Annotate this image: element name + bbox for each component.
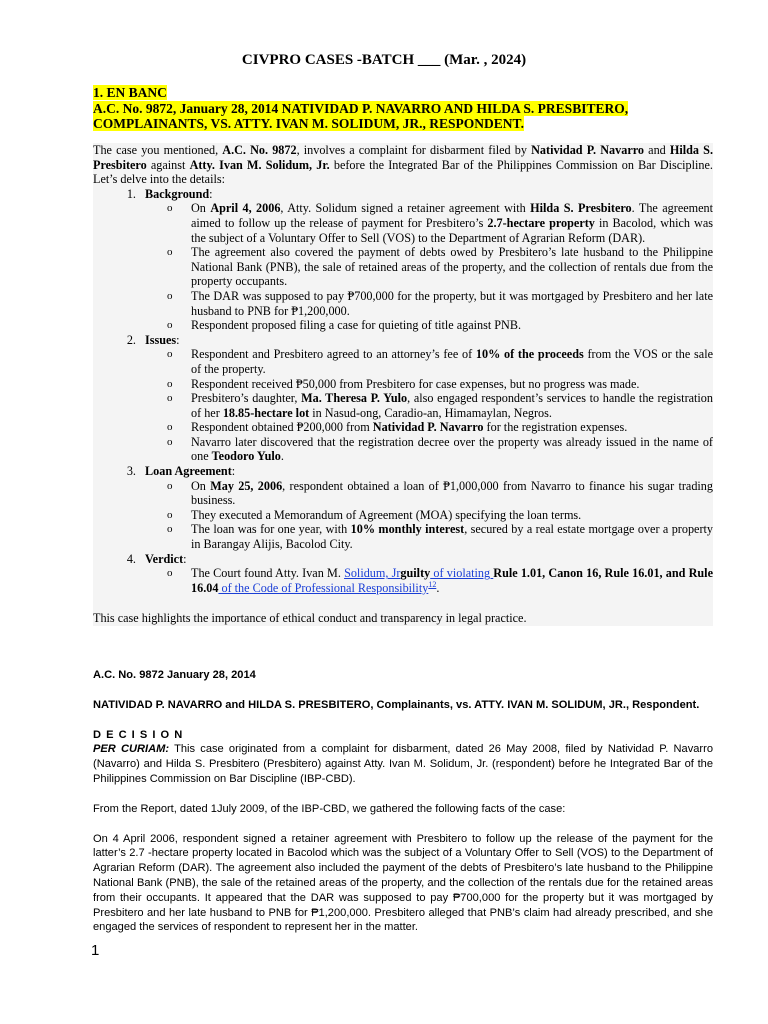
summary-closing: This case highlights the importance of ethical conduct and transparency in legal practice. [93, 611, 527, 626]
decision-parties: NATIVIDAD P. NAVARRO and HILDA S. PRESBITERO, Complainants, vs. ATTY. IVAN M. SOLIDUM, JR., Respondent. [93, 698, 700, 711]
list-item: o Respondent proposed filing a case for quieting of title against PNB. [191, 318, 713, 333]
page-number: 1 [91, 942, 100, 959]
list-item: o On April 4, 2006, Atty. Solidum signed a retainer agreement with Hilda S. Presbitero. The agreement aimed to follow up the release of payment for Presbitero’s 2.7-hectare property in Bacolod, which was the subject of a Voluntary Offer to Sell (VOS) to the Department of Agrarian Reform (DAR). [191, 201, 713, 245]
decision-case-number: A.C. No. 9872 January 28, 2014 [93, 669, 256, 681]
case-caption-line-1: A.C. No. 9872, January 28, 2014 NATIVIDAD P. NAVARRO AND HILDA S. PRESBITERO, [93, 100, 629, 116]
list-item: o Respondent received ₱50,000 from Presbitero for case expenses, but no progress was made. [191, 377, 713, 392]
section-issues: 2. Issues: o Respondent and Presbitero agreed to an attorney’s fee of 10% of the proceeds from the VOS or the sale of the property. o Respondent received ₱50,000 from Presbitero for case expenses, but no progress was made. o Presbitero’s daughter, Ma. Theresa P. Yulo, also engaged respondent’s services to handle the registration of her 18.85-hectare lot in Nasud-ong, Caradio-an, Himamaylan, Negros. o Respondent obtained ₱200,000 from Natividad P. Navarro for the registration expenses. o Navarro later discovered that the registration decree over the property was already issued in the name of one Teodoro Yulo. [139, 333, 713, 464]
decision-paragraph-3: On 4 April 2006, respondent signed a retainer agreement with Presbitero to follow up the release of the payment for the latter’s 2.7 -hectare property located in Bacolod which was the subject of a Voluntary Offer to Sell (VOS) to the Department of Agrarian Reform (DAR). The agreement also included the payment of the debts of Presbitero’s late husband to the Philippine National Bank (PNB), the sale of the retained areas of the property, and the collection of the rentals due for the retained areas from their occupants. It appeared that the DAR was supposed to pay ₱700,000 for the property but it was mortgaged by Presbitero and her late husband to PNB for ₱1,200,000. Presbitero alleged that PNB’s claim had already prescribed, and she engaged the services of respondent to represent her in the matter. [93, 832, 713, 934]
list-item: o The agreement also covered the payment of debts owed by Presbitero’s late husband to the Philippine National Bank (PNB), the sale of retained areas of the property, and the collection of rentals due from the property occupants. [191, 245, 713, 289]
en-banc-block [93, 85, 713, 132]
summary-outline [93, 187, 713, 596]
section-verdict: 4. Verdict: o The Court found Atty. Ivan M. Solidum, Jrguilty of violating Rule 1.01, Canon 16, Rule 16.01, and Rule 16.04 of the Code of Professional Responsibility$^{12}$. [139, 552, 713, 596]
decision-heading: D E C I S I O N [93, 728, 184, 741]
footnote-ref[interactable]: 12 [428, 579, 437, 589]
list-item: o On May 25, 2006, respondent obtained a loan of ₱1,000,000 from Navarro to finance his sugar trading business. [191, 479, 713, 508]
case-summary [93, 143, 713, 626]
case-caption-line-2: COMPLAINANTS, VS. ATTY. IVAN M. SOLIDUM, JR., RESPONDENT. [93, 116, 524, 131]
decision-text [93, 668, 713, 935]
decision-paragraph-2: From the Report, dated 1July 2009, of the IBP-CBD, we gathered the following facts of the case: [93, 802, 566, 815]
list-item: o The DAR was supposed to pay ₱700,000 for the property, but it was mortgaged by Presbitero and her late husband to PNB for ₱1,200,000. [191, 289, 713, 318]
list-item: o The loan was for one year, with 10% monthly interest, secured by a real estate mortgage over a property in Barangay Alijis, Bacolod City. [191, 522, 713, 551]
summary-intro: The case you mentioned, A.C. No. 9872, involves a complaint for disbarment filed by Natividad P. Navarro and Hilda S. Presbitero against Atty. Ivan M. Solidum, Jr. before the Integrated Bar of the Philippines Commission on Bar Discipline. Let’s delve into the details: [93, 143, 713, 187]
list-item: o Respondent obtained ₱200,000 from Natividad P. Navarro for the registration expenses. [191, 420, 713, 435]
list-item: o They executed a Memorandum of Agreement (MOA) specifying the loan terms. [191, 508, 713, 523]
en-banc-heading: 1. EN BANC [93, 85, 167, 100]
link-solidum[interactable]: Solidum, Jr [344, 566, 401, 581]
document-title: CIVPRO CASES -BATCH ___ (Mar. , 2024) [241, 52, 527, 68]
section-loan-agreement: 3. Loan Agreement: o On May 25, 2006, respondent obtained a loan of ₱1,000,000 from Navarro to finance his sugar trading business. o They executed a Memorandum of Agreement (MOA) specifying the loan terms. o The loan was for one year, with 10% monthly interest, secured by a real estate mortgage over a property in Barangay Alijis, Bacolod City. [139, 464, 713, 552]
link-of-violating[interactable]: of violating [430, 566, 494, 581]
decision-paragraph-1: PER CURIAM: This case originated from a complaint for disbarment, dated 26 May 2008, filed by Natividad P. Navarro (Navarro) and Hilda S. Presbitero (Presbitero) against Atty. Ivan M. Solidum, Jr. (respondent) before he Integrated Bar of the Philippines Commission on Bar Discipline (IBP-CBD). [93, 743, 713, 785]
list-item: o Navarro later discovered that the registration decree over the property was already issued in the name of one Teodoro Yulo. [191, 435, 713, 464]
list-item: o Presbitero’s daughter, Ma. Theresa P. Yulo, also engaged respondent’s services to handle the registration of her 18.85-hectare lot in Nasud-ong, Caradio-an, Himamaylan, Negros. [191, 391, 713, 420]
section-background: 1. Background: o On April 4, 2006, Atty. Solidum signed a retainer agreement with Hilda S. Presbitero. The agreement aimed to follow up the release of payment for Presbitero’s 2.7-hectare property in Bacolod, which was the subject of a Voluntary Offer to Sell (VOS) to the Department of Agrarian Reform (DAR). o The agreement also covered the payment of debts owed by Presbitero’s late husband to the Philippine National Bank (PNB), the sale of retained areas of the property, and the collection of rentals due from the property occupants. o The DAR was supposed to pay ₱700,000 for the property, but it was mortgaged by Presbitero and her late husband to PNB for ₱1,200,000. o Respondent proposed filing a case for quieting of title against PNB. [139, 187, 713, 333]
link-code-of-professional-responsibility[interactable]: of the Code of Professional Responsibility [218, 580, 429, 595]
list-item: o The Court found Atty. Ivan M. Solidum, Jrguilty of violating Rule 1.01, Canon 16, Rule 16.01, and Rule 16.04 of the Code of Professional Responsibility$^{12}$. [191, 566, 713, 595]
list-item: o Respondent and Presbitero agreed to an attorney’s fee of 10% of the proceeds from the VOS or the sale of the property. [191, 347, 713, 376]
